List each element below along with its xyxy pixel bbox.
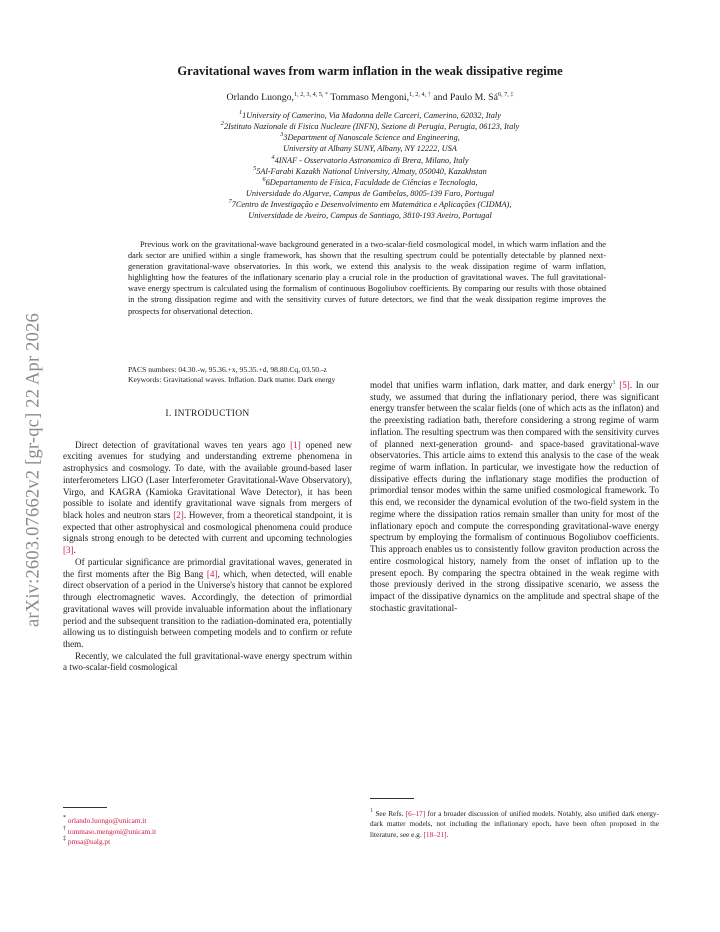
email-link[interactable]: tommaso.mengoni@unicam.it: [67, 826, 157, 836]
email-row: ‡ pmsa@ualg.pt: [63, 835, 111, 846]
left-column: [63, 409, 352, 674]
affiliation: University at Albany SUNY, Albany, NY 12222, USA: [283, 144, 457, 154]
author-1-mark[interactable]: *: [323, 91, 329, 98]
affiliation: $^4$4INAF - Osservatorio Astronomico di Brera, Milano, Italy: [271, 153, 469, 165]
right-column: [370, 380, 659, 614]
affiliation-list: [110, 110, 630, 222]
affiliation: $^7$7Centro de Investigação e Desenvolvimento em Matemática e Aplicações (CIDMA),: [228, 198, 512, 210]
pacs-block: [128, 365, 335, 386]
author-2: Tommaso Mengoni,$^{1, 2, 4,}$ †: [330, 91, 431, 103]
footnote-marker[interactable]: 1: [370, 807, 374, 814]
paragraph: model that unifies warm inflation, dark matter, and dark energy$^1$ [5]. In our study, we assumed that during the inflationary period, there was significant energy transfer between the scalar fields (one of which acts as the inflaton) and the preexisting radiation bath, therefore considering a strong regime of warm inflation. The resulting spectrum was then compared with the sensitivity curves of planned next-generation ground- and space-based gravitational-wave observatories. This article aims to extend this analysis to the case of the weak regime of warm inflation. In particular, we investigate how the reduction of dissipative effects during the inflationary stage modifies the production of primordial tensor modes within the same unified cosmological framework. To this end, we reconsider the dynamical evolution of the two-field system in the regime where the dissipation ratios remain smaller than unity for most of the inflationary epoch and compute the corresponding gravitational-wave energy spectrum by employing the formalism of continuous Bogoliubov coefficients. This approach enables us to consistently follow graviton production across the entire cosmological history, namely from the onset of inflation up to the present epoch. By comparing the spectra obtained in the weak regime with those previously derived in the strong dissipative scenario, we assess the impact of the dissipative dynamics on the amplitude and spectral shape of the stochastic gravitational-: [370, 379, 659, 613]
author-list: [70, 92, 670, 103]
email-row: * orlando.luongo@unicam.it: [63, 814, 147, 825]
author-2-mark[interactable]: †: [426, 91, 431, 98]
footnote-divider: [370, 798, 414, 799]
paragraph: Recently, we calculated the full gravitational-wave energy spectrum within a two-scalar-field cosmological: [63, 650, 352, 673]
citation-link[interactable]: [3]: [63, 545, 74, 556]
affiliation: $^1$1University of Camerino, Via Madonna delle Carceri, Camerino, 62032, Italy: [239, 109, 501, 120]
email-link[interactable]: orlando.luongo@unicam.it: [67, 816, 147, 825]
affiliation: $^6$6Departamento de Física, Faculdade de Ciências e Tecnologia,: [262, 175, 478, 187]
pacs-numbers: PACS numbers: 04.30.-w, 95.36.+x, 95.35.+d, 98.80.Cq, 03.50.-z: [128, 365, 327, 374]
abstract: Previous work on the gravitational-wave background generated in a two-scalar-field cosmological model, in which warm inflation and the dark sector are unified within a single framework, has shown that the resulting spectrum could be potentially detectable by planned next-generation gravitational-wave observatories. In this work, we extend this analysis to the weak dissipation regime of warm inflation, highlighting how the features of the inflationary scenario play a crucial role in the production of gravitational waves. The full gravitational-wave energy spectrum is calculated using the formalism of continuous Bogoliubov coefficients. By comparing our results with those obtained in the strong dissipation regime and with the sensitivity curves of future detectors, we find that the weak dissipation regime improves the prospects for observational detection.: [128, 240, 606, 316]
author-1: Orlando Luongo,$^{1, 2, 3, 4, 5,}$ *: [226, 91, 329, 103]
author-3: and Paulo M. $Sá^{6, 7,}$ ‡: [433, 91, 514, 103]
citation-link[interactable]: [5]: [619, 380, 630, 390]
author-3-mark[interactable]: ‡: [508, 91, 514, 98]
affiliation: $^2$2Istituto Nazionale di Fisica Nucleare (INFN), Sezione di Perugia, Perugia, 06123, Italy: [220, 120, 520, 132]
citation-link[interactable]: [6–17]: [405, 809, 426, 818]
section-heading: I. INTRODUCTION: [165, 409, 250, 419]
email-link[interactable]: pmsa@ualg.pt: [67, 837, 111, 846]
footnote-divider: [63, 807, 107, 808]
arxiv-identifier: arXiv:2603.07662v2 [gr-qc] 22 Apr 2026: [23, 313, 44, 627]
paragraph: Direct detection of gravitational waves ten years ago [1] opened new exciting avenues for studying and understanding extreme phenomena in astrophysics and cosmology. To date, with the available ground-based laser interferometers LIGO (Laser Interferometer Gravitational-Wave Observatory), Virgo, and KAGRA (Kamioka Gravitational Wave Detector), it has been possible to isolate and identify gravitational wave signals from mergers of black holes and neutron stars [2]. However, from a theoretical standpoint, it is expected that other astrophysical and cosmological phenomena could produce signals strong enough to be detected with current and upcoming technologies [3].: [63, 439, 352, 556]
paragraph: Of particular significance are primordial gravitational waves, generated in the first moments after the Big Bang [4], which, when detected, will enable direct observation of a period in the Universe's history that cannot be explored through electromagnetic waves. Accordingly, the detection of primordial gravitational waves will provide invaluable information about the inflationary period and the subsequent transition to the radiation-dominated era, potentially allowing us to distinguish between competing models and to confirm or refute them.: [63, 556, 352, 649]
affiliation: $^3$3Department of Nanoscale Science and Engineering,: [280, 131, 460, 143]
author-emails: [63, 816, 156, 848]
citation-link[interactable]: [4]: [206, 568, 218, 579]
paper-title: Gravitational waves from warm inflation in the weak dissipative regime: [177, 64, 563, 78]
footnote-marker[interactable]: 1: [612, 379, 616, 386]
email-row: † tommaso.mengoni@unicam.it: [63, 824, 157, 836]
citation-link[interactable]: [2]: [173, 510, 184, 521]
footnote-1: $^1$ See Refs. [6–17] for a broader discussion of unified models. Notably, also unified dark energy-dark matter models, not including the inflationary epoch, have been often proposed in the literature, see e.g. [18–21].: [370, 807, 659, 839]
arxiv-sidebar: [22, 265, 46, 675]
affiliation: Universidade de Aveiro, Campus de Santiago, 3810-193 Aveiro, Portugal: [248, 211, 492, 221]
citation-link[interactable]: [1]: [290, 439, 301, 450]
keywords: Keywords: Gravitational waves. Inflation. Dark matter. Dark energy: [128, 375, 336, 385]
citation-link[interactable]: [18–21]: [423, 829, 447, 839]
affiliation: $^5$5Al-Farabi Kazakh National University, Almaty, 050040, Kazakhstan: [253, 164, 487, 176]
affiliation: Universidade do Algarve, Campus de Gambelas, 8005-139 Faro, Portugal: [245, 189, 495, 199]
